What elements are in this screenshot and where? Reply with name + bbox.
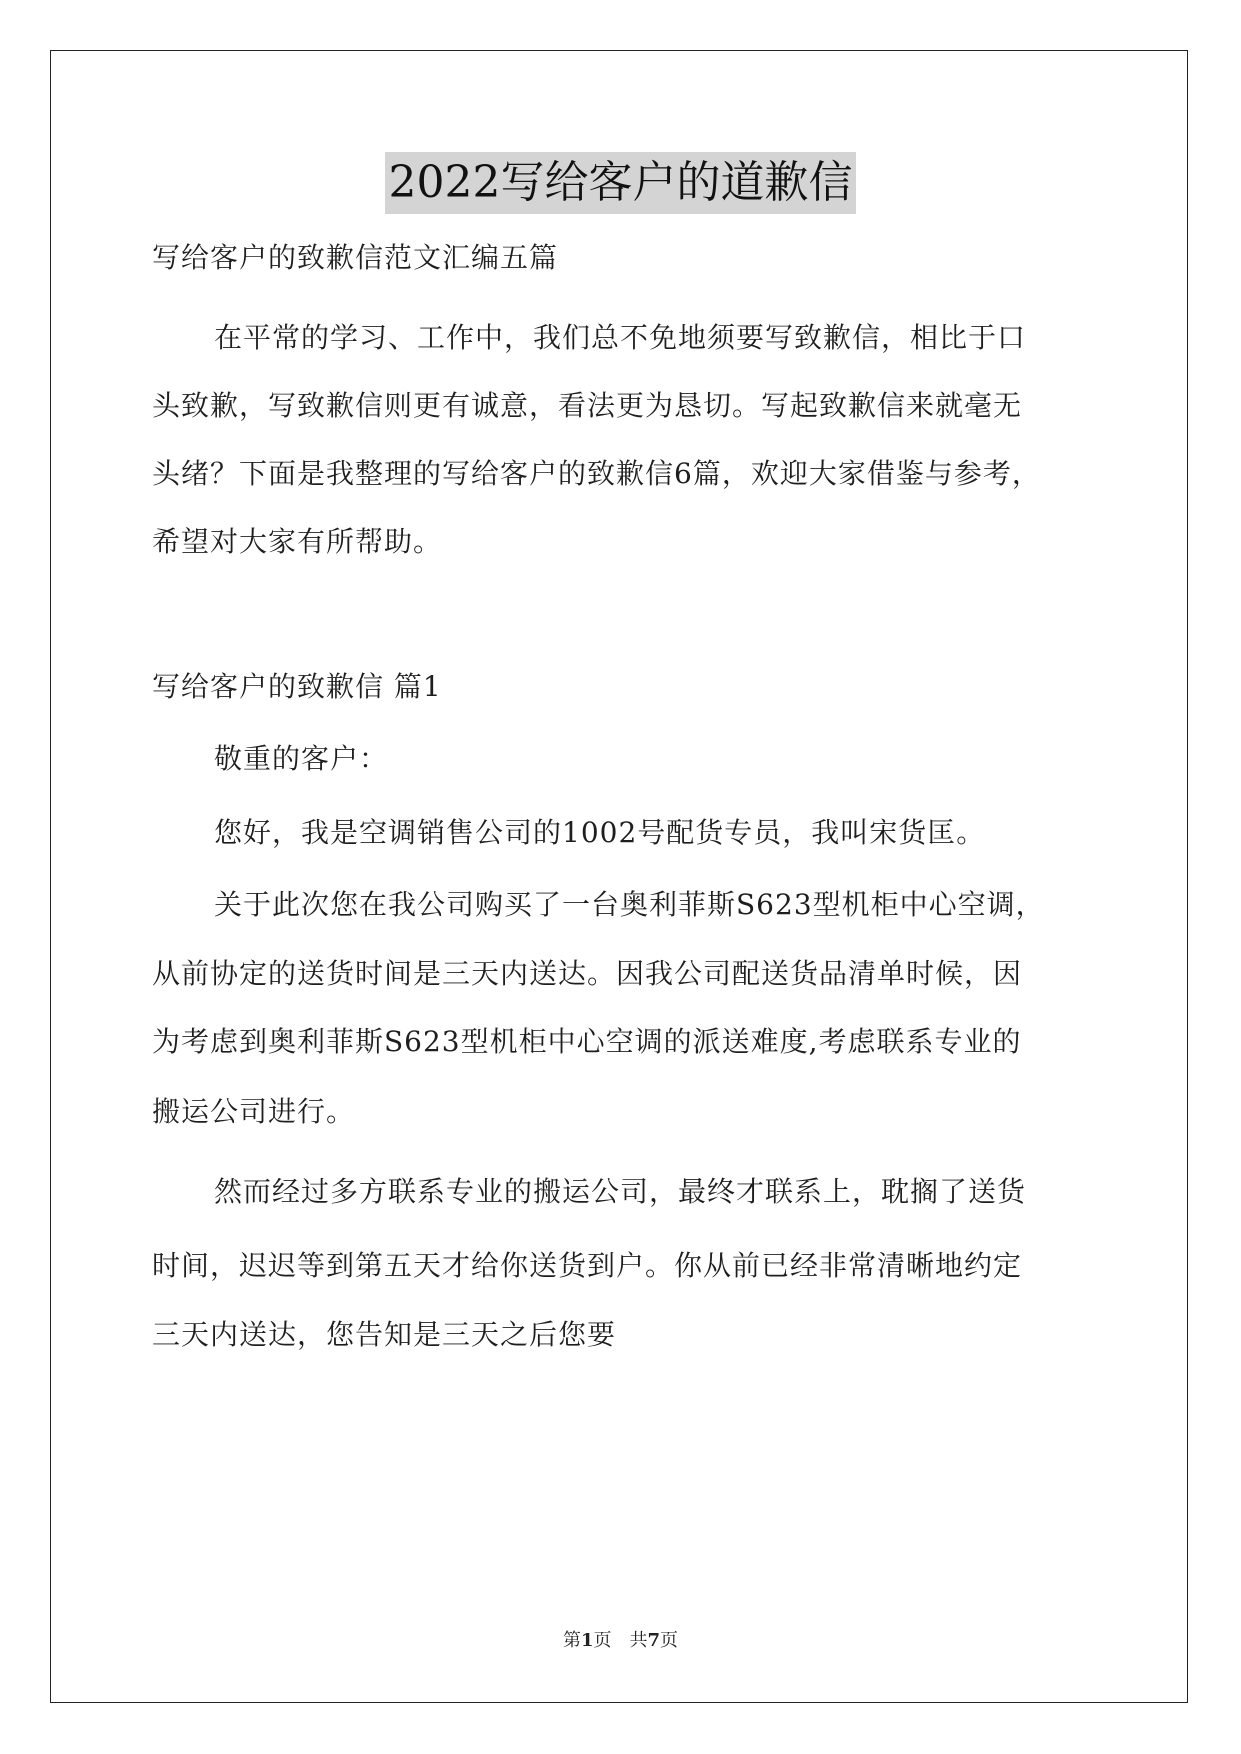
document-title-text: 2022写给客户的道歉信 xyxy=(385,152,857,214)
paragraph-line: 头致歉，写致歉信则更有诚意，看法更为恳切。写起致歉信来就毫无 xyxy=(152,389,1023,422)
subtitle-line: 写给客户的致歉信范文汇编五篇 xyxy=(152,241,559,274)
paragraph-line: 时间，迟迟等到第五天才给你送货到户。你从前已经非常清晰地约定 xyxy=(152,1249,1023,1282)
document-title xyxy=(0,152,1241,214)
page-frame xyxy=(50,50,1188,1703)
footer-total-prefix: 共 xyxy=(629,1630,648,1651)
paragraph-line: 在平常的学习、工作中，我们总不免地须要写致歉信，相比于口 xyxy=(214,321,1027,354)
paragraph-line: 三天内送达，您告知是三天之后您要 xyxy=(152,1318,617,1351)
footer-page-total: 7 xyxy=(647,1630,661,1651)
paragraph-line: 关于此次您在我公司购买了一台奥利菲斯S623型机柜中心空调， xyxy=(214,888,1045,921)
footer-page-unit: 页 xyxy=(593,1630,612,1651)
paragraph-line: 从前协定的送货时间是三天内送达。因我公司配送货品清单时候，因 xyxy=(152,957,1023,990)
section-heading: 写给客户的致歉信 篇1 xyxy=(152,670,442,703)
salutation-line: 敬重的客户： xyxy=(214,742,389,775)
footer-page-prefix: 第 xyxy=(562,1630,581,1651)
footer-total-unit: 页 xyxy=(660,1630,679,1651)
paragraph-line: 然而经过多方联系专业的搬运公司，最终才联系上，耽搁了送货 xyxy=(214,1175,1027,1208)
paragraph-line: 头绪？下面是我整理的写给客户的致歉信6篇，欢迎大家借鉴与参考， xyxy=(152,457,1041,490)
paragraph-line: 希望对大家有所帮助。 xyxy=(152,525,443,558)
paragraph-line: 为考虑到奥利菲斯S623型机柜中心空调的派送难度,考虑联系专业的 xyxy=(152,1025,1022,1058)
page-footer xyxy=(0,1626,1241,1652)
footer-page-current: 1 xyxy=(580,1630,594,1651)
paragraph-line: 您好，我是空调销售公司的1002号配货专员，我叫宋货匡。 xyxy=(214,816,986,849)
paragraph-line: 搬运公司进行。 xyxy=(152,1095,356,1128)
